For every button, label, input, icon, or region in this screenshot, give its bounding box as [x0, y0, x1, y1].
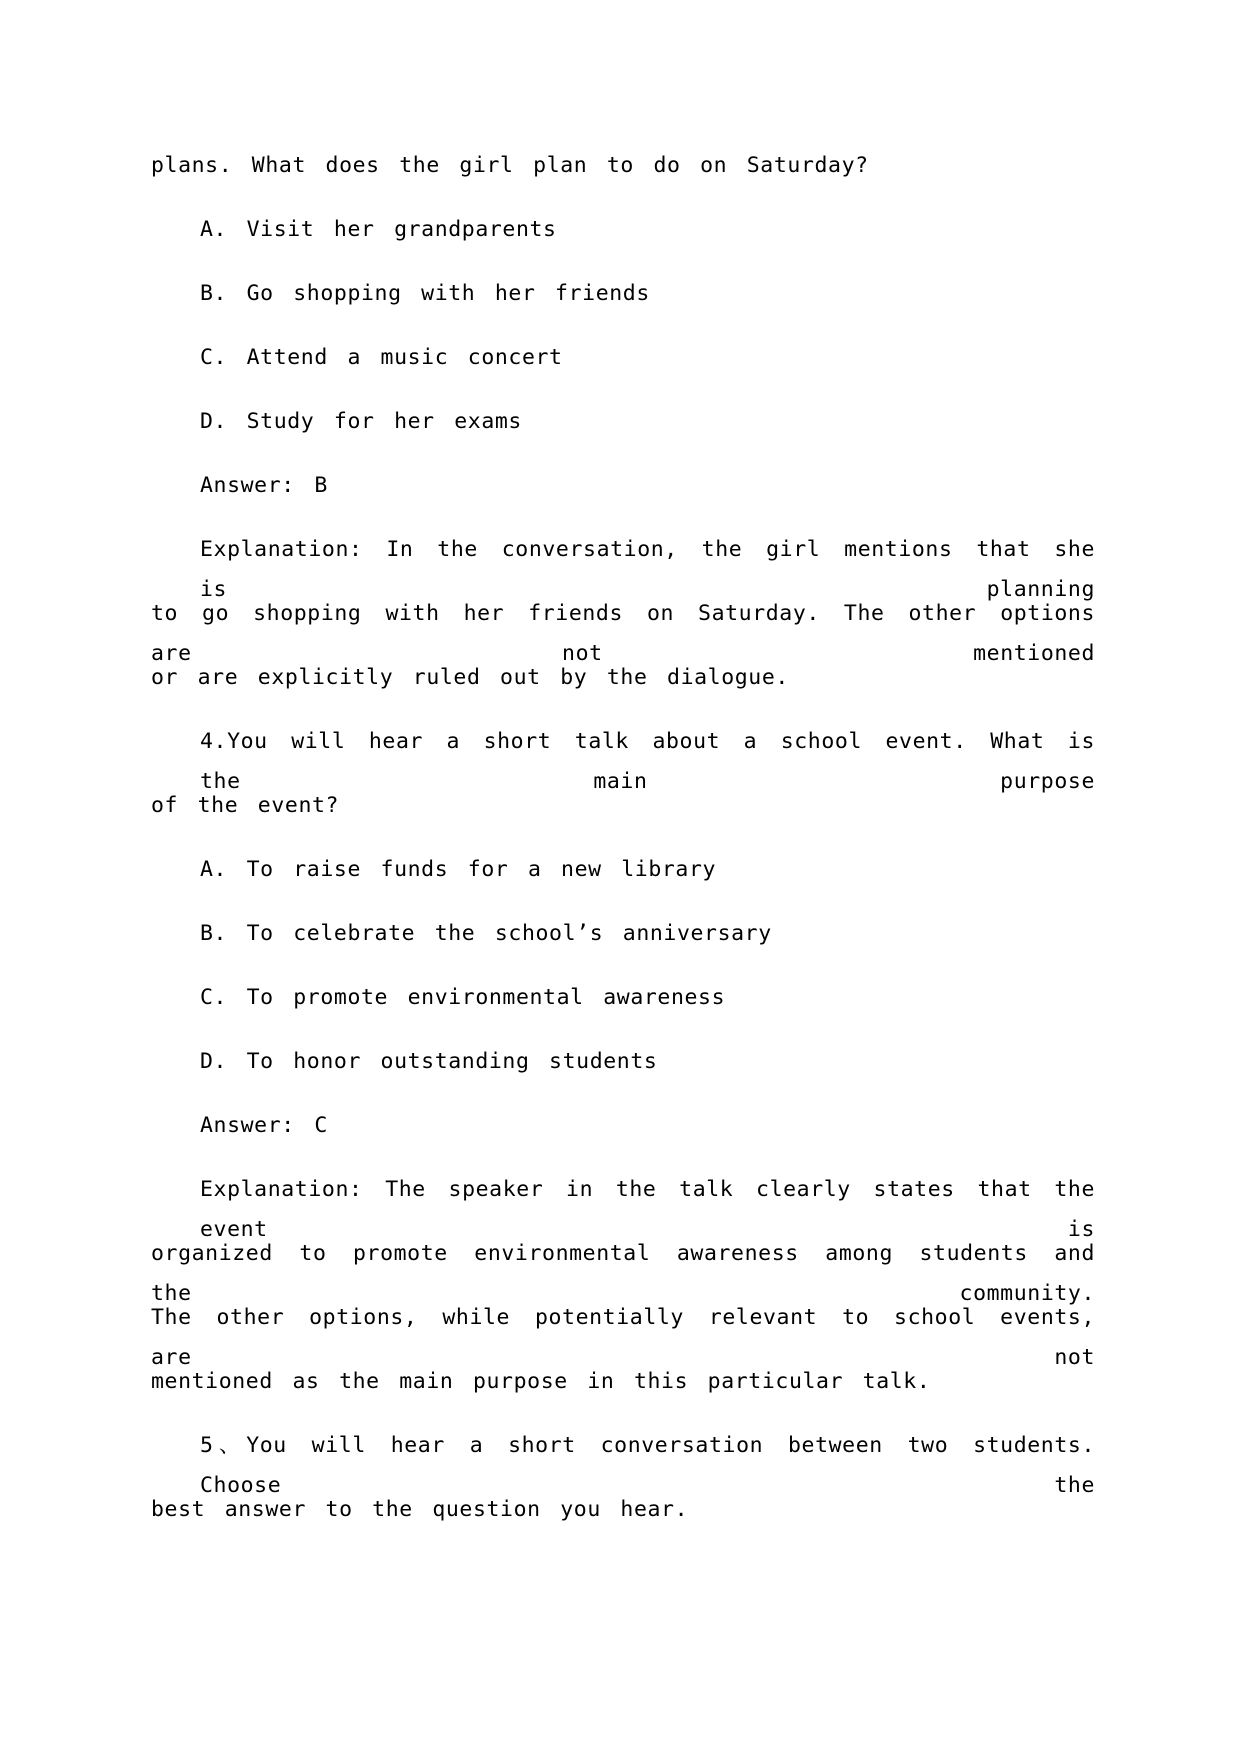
answer: Answer: C [200, 1113, 328, 1138]
explanation-line: Explanation: In the conversation, the girl mentions that she is planning [200, 537, 1095, 602]
explanation-line: or are explicitly ruled out by the dialogue. [151, 665, 789, 690]
option-a: A. To raise funds for a new library [200, 857, 717, 882]
option-b: B. To celebrate the school’s anniversary [200, 921, 772, 946]
option-d: D. To honor outstanding students [200, 1049, 658, 1074]
option-d: D. Study for her exams [200, 409, 522, 434]
option-a: A. Visit her grandparents [200, 217, 557, 242]
explanation-line: mentioned as the main purpose in this particular talk. [151, 1369, 931, 1394]
option-b: B. Go shopping with her friends [200, 281, 650, 306]
text-line: plans. What does the girl plan to do on Saturday? [151, 153, 869, 178]
explanation-line: organized to promote environmental awareness among students and the community. [151, 1241, 1095, 1306]
question-line: 4.You will hear a short talk about a school event. What is the main purpose [200, 729, 1095, 794]
question-line: best answer to the question you hear. [151, 1497, 689, 1522]
answer: Answer: B [200, 473, 328, 498]
explanation-line: The other options, while potentially relevant to school events, are not [151, 1305, 1095, 1370]
question-line: of the event? [151, 793, 340, 818]
explanation-line: to go shopping with her friends on Saturday. The other options are not mentioned [151, 601, 1095, 666]
option-c: C. To promote environmental awareness [200, 985, 726, 1010]
explanation-line: Explanation: The speaker in the talk clearly states that the event is [200, 1177, 1095, 1242]
question-line: 5、You will hear a short conversation between two students. Choose the [200, 1433, 1095, 1498]
option-c: C. Attend a music concert [200, 345, 563, 370]
